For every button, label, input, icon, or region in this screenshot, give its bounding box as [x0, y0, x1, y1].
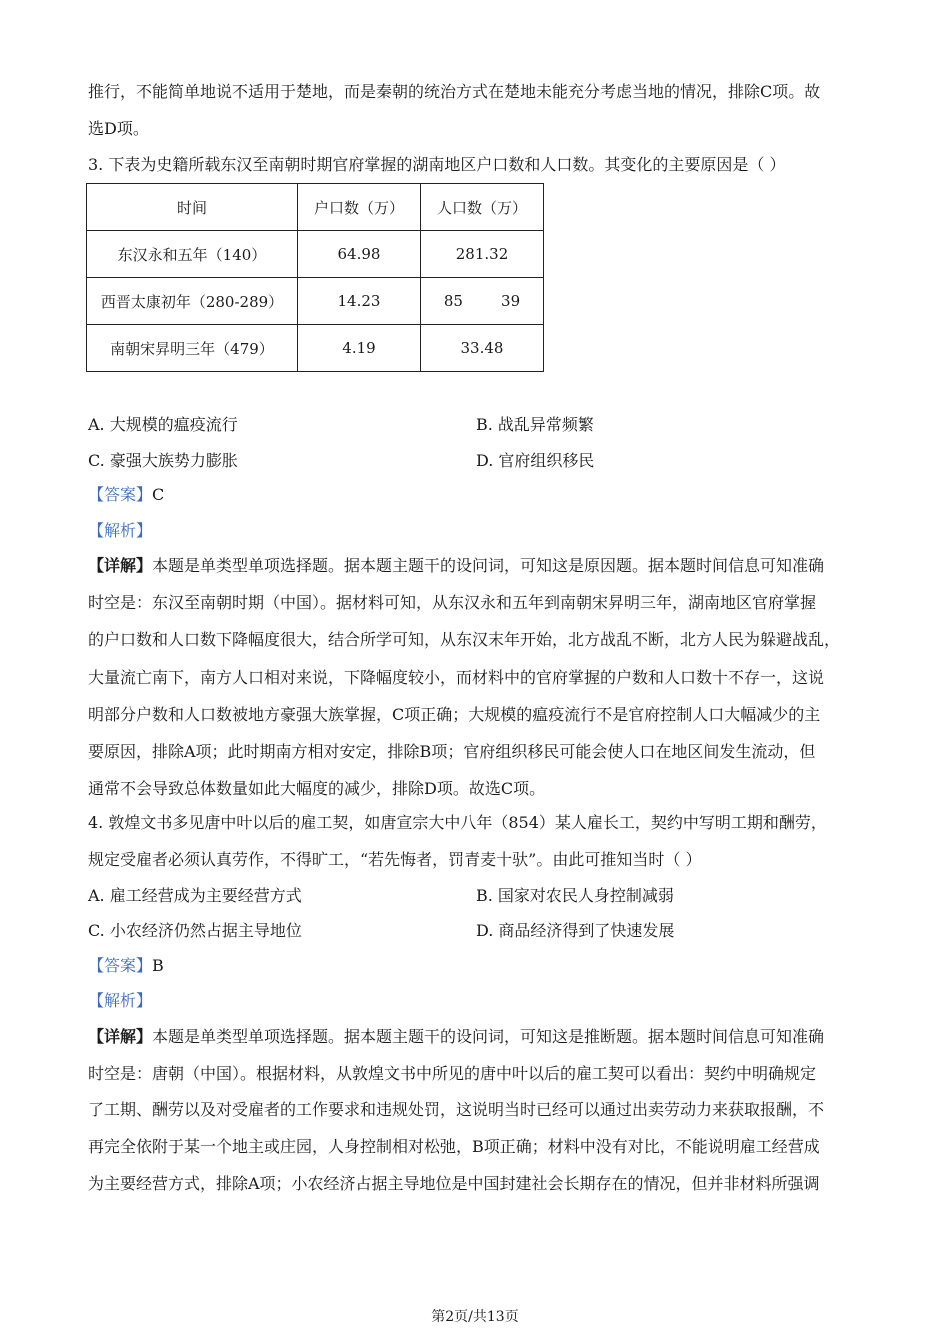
- detail-label: 【详解】: [88, 1027, 153, 1046]
- table-row: [87, 325, 544, 372]
- detail-label: 【详解】: [88, 556, 153, 575]
- question-3-option-b: B. 战乱异常频繁: [476, 415, 594, 434]
- question-3-detail-line: 时空是：东汉至南朝时期（中国）。据材料可知，从东汉永和五年到南朝宋昇明三年，湖南地区官府掌握: [88, 593, 817, 612]
- question-3-detail-line: 大量流亡南下，南方人口相对来说，下降幅度较小，而材料中的官府掌握的户数和人口数十不存一，这说: [88, 668, 825, 687]
- table-cell: 33.48: [421, 325, 544, 372]
- question-3-detail-line: 要原因，排除A项；此时期南方相对安定，排除B项；官府组织移民可能会使人口在地区间发生流动，但: [88, 742, 816, 761]
- answer-label: 【答案】: [88, 485, 153, 504]
- table-row: [87, 231, 544, 278]
- table-cell: 南朝宋昇明三年（479）: [87, 325, 298, 372]
- detail-text: 本题是单类型单项选择题。据本题主题干的设问词，可知这是原因题。据本题时间信息可知准确: [152, 556, 825, 575]
- question-4-detail-line: 为主要经营方式，排除A项；小农经济占据主导地位是中国封建社会长期存在的情况，但并非材料所强调: [88, 1174, 820, 1193]
- question-4-detail-line: 再完全依附于某一个地主或庄园，人身控制相对松弛，B项正确；材料中没有对比，不能说明雇工经营成: [88, 1137, 820, 1156]
- question-3-detail-line: [88, 555, 868, 577]
- question-4-option-c: C. 小农经济仍然占据主导地位: [88, 921, 302, 940]
- population-table: [86, 183, 544, 372]
- table-header-cell: 户口数（万）: [298, 184, 421, 231]
- question-4-detail-line: [88, 1026, 868, 1048]
- question-3-option-d: D. 官府组织移民: [476, 451, 595, 470]
- question-4-analysis-heading: [88, 990, 868, 1012]
- intro-line-2: 选D项。: [88, 119, 149, 138]
- answer-value: B: [152, 956, 164, 975]
- answer-value: C: [152, 485, 165, 504]
- table-cell: 64.98: [298, 231, 421, 278]
- table-cell: 85 39: [421, 278, 544, 325]
- question-3-detail-line: 明部分户数和人口数被地方豪强大族掌握，C项正确；大规模的瘟疫流行不是官府控制人口大幅减少的主: [88, 705, 821, 724]
- question-3-stem: 3. 下表为史籍所载东汉至南朝时期官府掌握的湖南地区户口数和人口数。其变化的主要原因是（ ）: [88, 155, 786, 174]
- question-3-detail-line: 的户口数和人口数下降幅度很大，结合所学可知，从东汉末年开始，北方战乱不断，北方人民为躲避战乱，: [88, 630, 841, 649]
- question-4-option-a: A. 雇工经营成为主要经营方式: [88, 886, 302, 905]
- table-cell: 东汉永和五年（140）: [87, 231, 298, 278]
- question-3-analysis-heading: [88, 520, 868, 542]
- table-header-cell: 时间: [87, 184, 298, 231]
- table-cell: 4.19: [298, 325, 421, 372]
- question-4-detail-line: 时空是：唐朝（中国）。根据材料，从敦煌文书中所见的唐中叶以后的雇工契可以看出：契约中明确规定: [88, 1064, 817, 1083]
- table-header-cell: 人口数（万）: [421, 184, 544, 231]
- table-row: [87, 278, 544, 325]
- question-4-option-d: D. 商品经济得到了快速发展: [476, 921, 675, 940]
- question-4-option-b: B. 国家对农民人身控制减弱: [476, 886, 674, 905]
- question-4-stem-line-2: 规定受雇者必须认真劳作，不得旷工，“若先悔者，罚青麦十驮”。由此可推知当时（ ）: [88, 850, 702, 869]
- table-cell: 281.32: [421, 231, 544, 278]
- table-cell: 14.23: [298, 278, 421, 325]
- question-4-answer: [88, 955, 868, 977]
- answer-label: 【答案】: [88, 956, 153, 975]
- analysis-label: 【解析】: [88, 991, 153, 1010]
- question-3-option-c: C. 豪强大族势力膨胀: [88, 451, 238, 470]
- page-number-footer: 第2页/共13页: [431, 1309, 519, 1325]
- question-3-option-a: A. 大规模的瘟疫流行: [88, 415, 238, 434]
- detail-text: 本题是单类型单项选择题。据本题主题干的设问词，可知这是推断题。据本题时间信息可知准确: [152, 1027, 825, 1046]
- question-4-detail-line: 了工期、酬劳以及对受雇者的工作要求和违规处罚，这说明当时已经可以通过出卖劳动力来获取报酬，不: [88, 1100, 825, 1119]
- question-4-stem-line-1: 4. 敦煌文书多见唐中叶以后的雇工契，如唐宣宗大中八年（854）某人雇长工，契约中写明工期和酬劳，: [88, 813, 827, 832]
- table-header-row: [87, 184, 544, 231]
- table-cell: 西晋太康初年（280-289）: [87, 278, 298, 325]
- analysis-label: 【解析】: [88, 521, 153, 540]
- question-3-answer: [88, 484, 868, 506]
- intro-line-1: 推行，不能简单地说不适用于楚地，而是秦朝的统治方式在楚地未能充分考虑当地的情况，排除C项。故: [88, 82, 821, 101]
- question-3-detail-line: 通常不会导致总体数量如此大幅度的减少，排除D项。故选C项。: [88, 779, 546, 798]
